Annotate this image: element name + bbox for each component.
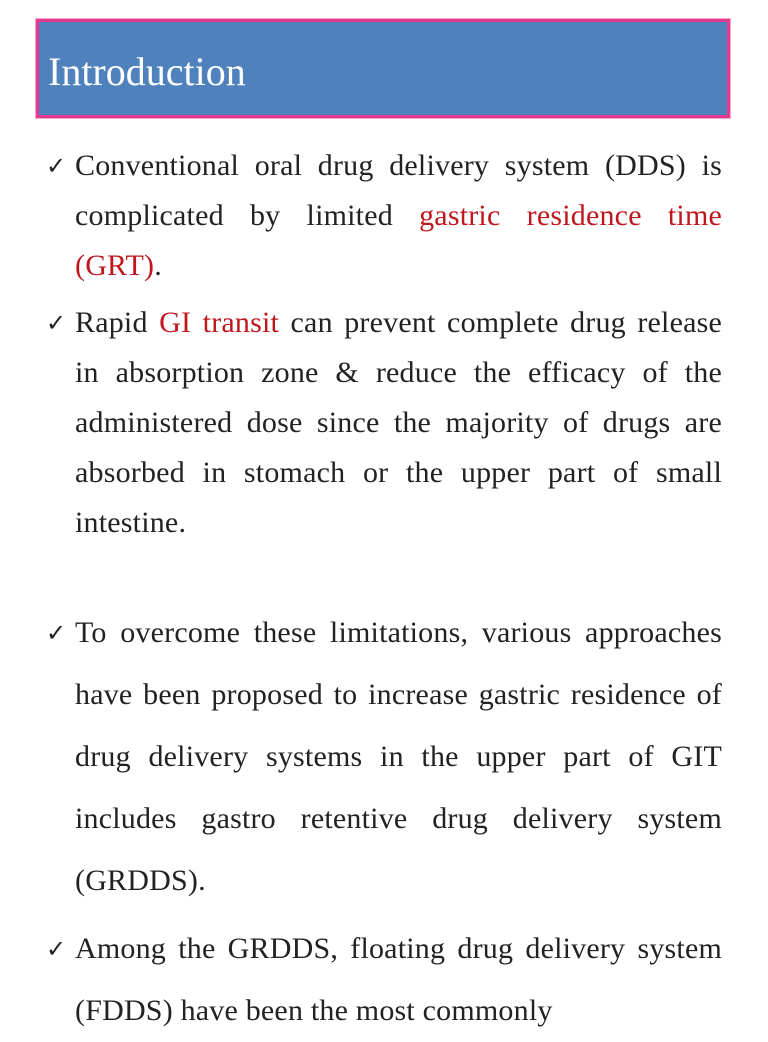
- bullet-item: [46, 141, 722, 291]
- bullet-text: [75, 141, 722, 291]
- bullet-text-part: Rapid: [75, 306, 160, 339]
- bullet-text-part: .: [154, 249, 162, 282]
- check-mark-icon: ✓: [46, 619, 67, 647]
- check-mark-icon: ✓: [46, 309, 67, 337]
- highlighted-term: GI transit: [159, 306, 280, 339]
- slide-title: Introduction: [48, 49, 246, 94]
- check-mark-icon: ✓: [46, 152, 67, 180]
- bullet-text-part: can prevent complete drug release in absorption zone & reduce the efficacy of the administered dose since the majority of drugs are absorbed in stomach or the upper part of small intestine.: [75, 306, 723, 539]
- bullet-item: [46, 298, 722, 548]
- check-mark-icon: ✓: [46, 935, 67, 963]
- bullet-item: [46, 602, 722, 912]
- bullet-text: Among the GRDDS, floating drug delivery system (FDDS) have been the most commonly: [75, 932, 722, 1027]
- bullet-text: [75, 298, 722, 548]
- bullet-text: To overcome these limitations, various approaches have been proposed to increase gastric residence of drug delivery systems in the upper part of GIT includes gastro retentive drug delivery system (GRDDS).: [75, 616, 722, 897]
- title-bar: [36, 19, 730, 118]
- highlighted-term: gastric residence time (GRT): [75, 199, 722, 282]
- bullet-text-part: Conventional oral drug delivery system (DDS) is complicated by limited: [75, 149, 722, 232]
- bullet-item: [46, 918, 722, 1042]
